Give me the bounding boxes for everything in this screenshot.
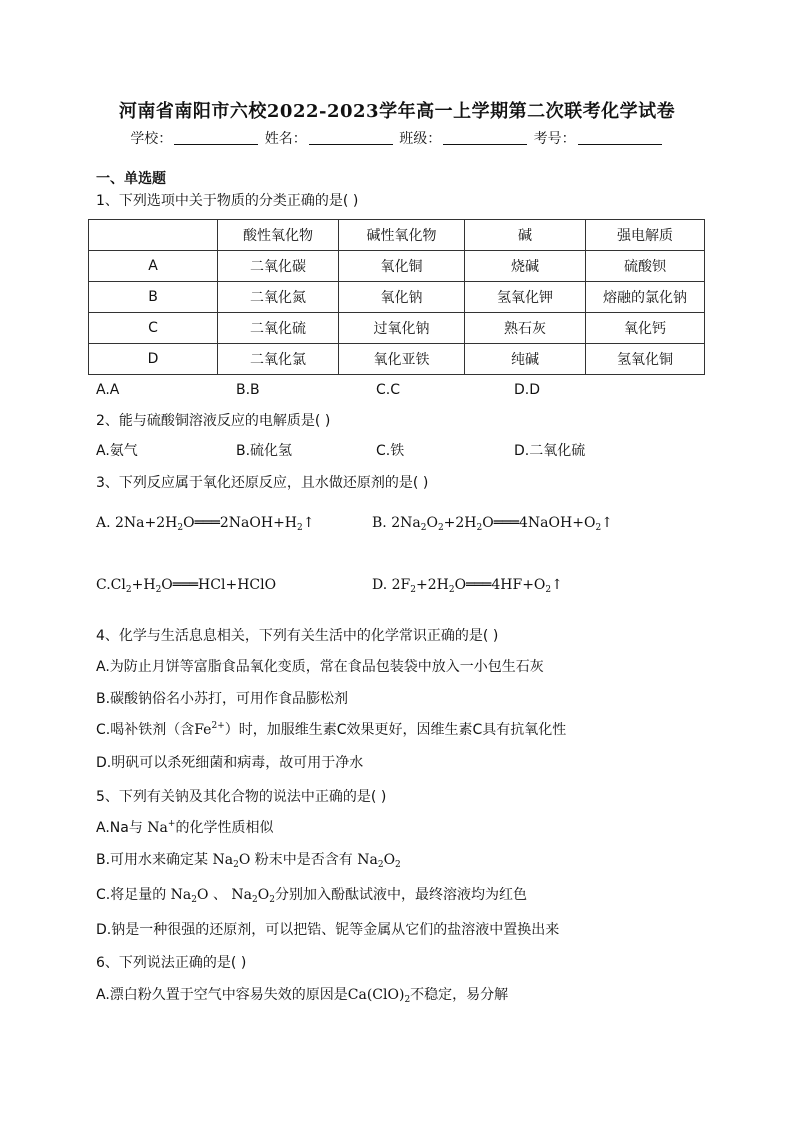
option-text: 粉末中是否含有: [254, 852, 353, 868]
table-cell: 二氧化氯: [218, 344, 339, 375]
table-cell: 氧化铜: [339, 251, 465, 282]
q6-option-a[interactable]: [96, 984, 508, 1005]
formula: $Ca(ClO)_2$: [347, 987, 411, 1005]
q2-stem: 2、能与硫酸铜溶液反应的电解质是( ): [96, 413, 331, 429]
table-cell: 二氧化碳: [218, 251, 339, 282]
class-field[interactable]: [443, 130, 527, 145]
q3-option-a[interactable]: A. $2Na+2H_2O═══2NaOH+H_2↑$: [96, 515, 315, 533]
id-field[interactable]: [578, 130, 662, 145]
table-cell: 熟石灰: [465, 313, 586, 344]
q3-option-c[interactable]: $C.Cl_2+H_2O═══HCl+HClO$: [96, 577, 277, 595]
option-c[interactable]: C.铁: [376, 443, 405, 459]
q2-options: [96, 440, 585, 460]
q1-options: [96, 382, 540, 398]
table-cell: 纯碱: [465, 344, 586, 375]
q6-stem: 6、下列说法正确的是( ): [96, 955, 247, 971]
table-cell: 氧化钙: [586, 313, 705, 344]
table-cell: D: [89, 344, 218, 375]
table-cell: 氢氧化铜: [586, 344, 705, 375]
q3-option-d[interactable]: D. $2F_2+2H_2O═══4HF+O_2↑$: [372, 577, 563, 595]
q3-option-b[interactable]: B. $2Na_2O_2+2H_2O═══4NaOH+O_2↑$: [372, 515, 613, 533]
ion-formula: $Fe^{2+}$: [194, 721, 225, 738]
name-field[interactable]: [309, 130, 393, 145]
table-row: [89, 282, 705, 313]
option-d[interactable]: D.二氧化硫: [514, 443, 586, 459]
q3-stem: 3、下列反应属于氧化还原反应，且水做还原剂的是( ): [96, 475, 429, 491]
option-text: 不稳定，易分解: [410, 987, 509, 1003]
q5-option-d[interactable]: D.钠是一种很强的还原剂，可以把锆、铌等金属从它们的盐溶液中置换出来: [96, 922, 560, 938]
name-label: 姓名：: [264, 131, 307, 147]
table-cell: 氧化钠: [339, 282, 465, 313]
q4-option-a[interactable]: A.为防止月饼等富脂食品氧化变质，常在食品包装袋中放入一小包生石灰: [96, 659, 544, 675]
q4-option-b[interactable]: B.碳酸钠俗名小苏打，可用作食品膨松剂: [96, 691, 349, 707]
table-row: [89, 313, 705, 344]
table-cell: 氢氧化钾: [465, 282, 586, 313]
option-c[interactable]: C.C: [376, 382, 401, 398]
formula: $Na_2O_2$: [226, 887, 275, 905]
option-a[interactable]: A.氨气: [96, 443, 138, 459]
option-text: 、: [212, 887, 227, 903]
table-header-cell: 碱: [465, 220, 586, 251]
q5-option-a[interactable]: [96, 817, 273, 837]
table-cell: 烧碱: [465, 251, 586, 282]
formula: $Na_2O$: [166, 887, 213, 905]
table-header-cell: 强电解质: [586, 220, 705, 251]
option-label: B.: [372, 515, 387, 531]
table-cell: 过氧化钠: [339, 313, 465, 344]
table-cell: B: [89, 282, 218, 313]
table-cell: 硫酸钡: [586, 251, 705, 282]
option-text: B.可用水来确定某: [96, 852, 209, 868]
section-heading: 一、单选题: [96, 171, 166, 187]
student-info-line: [0, 128, 794, 148]
option-b[interactable]: B.硫化氢: [236, 443, 293, 459]
table-cell: C: [89, 313, 218, 344]
q4-stem: 4、化学与生活息息相关，下列有关生活中的化学常识正确的是( ): [96, 628, 499, 644]
class-label: 班级：: [399, 131, 442, 147]
option-label: C.: [96, 577, 111, 593]
q4-option-d[interactable]: D.明矾可以杀死细菌和病毒，故可用于净水: [96, 755, 364, 771]
id-label: 考号：: [533, 131, 576, 147]
q5-option-c[interactable]: [96, 884, 527, 905]
option-label: A.: [96, 515, 111, 531]
option-text: A.漂白粉久置于空气中容易失效的原因是: [96, 987, 348, 1003]
page-title: 河南省南阳市六校2022-2023学年高一上学期第二次联考化学试卷: [118, 101, 676, 122]
option-text: 分别加入酚酞试液中，最终溶液均为红色: [274, 887, 527, 903]
option-b[interactable]: B.B: [236, 382, 260, 398]
option-a[interactable]: A.A: [96, 382, 120, 398]
q1-classification-table: [88, 219, 705, 375]
q5-option-b[interactable]: [96, 849, 401, 870]
formula: $Na_2O_2$: [352, 852, 401, 870]
q5-stem: 5、下列有关钠及其化合物的说法中正确的是( ): [96, 789, 387, 805]
q1-stem: 1、下列选项中关于物质的分类正确的是( ): [96, 193, 359, 209]
option-d[interactable]: D.D: [514, 382, 541, 398]
table-cell: 二氧化硫: [218, 313, 339, 344]
q4-option-c[interactable]: [96, 719, 566, 739]
option-text: ）时，加服维生素C效果更好，因维生素C具有抗氧化性: [224, 722, 567, 738]
table-cell: A: [89, 251, 218, 282]
option-text: 的化学性质相似: [175, 820, 274, 836]
option-label: D.: [372, 577, 388, 593]
school-field[interactable]: [174, 130, 258, 145]
option-text: A.Na与: [96, 820, 143, 836]
option-text: C.喝补铁剂（含: [96, 722, 195, 738]
table-cell: 熔融的氯化钠: [586, 282, 705, 313]
table-header-cell: [89, 220, 218, 251]
table-header-cell: 酸性氧化物: [218, 220, 339, 251]
table-cell: 氧化亚铁: [339, 344, 465, 375]
formula: $Na_2O$: [208, 852, 255, 870]
table-row: [89, 251, 705, 282]
option-text: C.将足量的: [96, 887, 167, 903]
ion-formula: Na+: [147, 819, 176, 836]
school-label: 学校：: [130, 131, 173, 147]
table-row: [89, 344, 705, 375]
table-header-cell: 碱性氧化物: [339, 220, 465, 251]
table-cell: 二氧化氮: [218, 282, 339, 313]
table-header-row: [89, 220, 705, 251]
